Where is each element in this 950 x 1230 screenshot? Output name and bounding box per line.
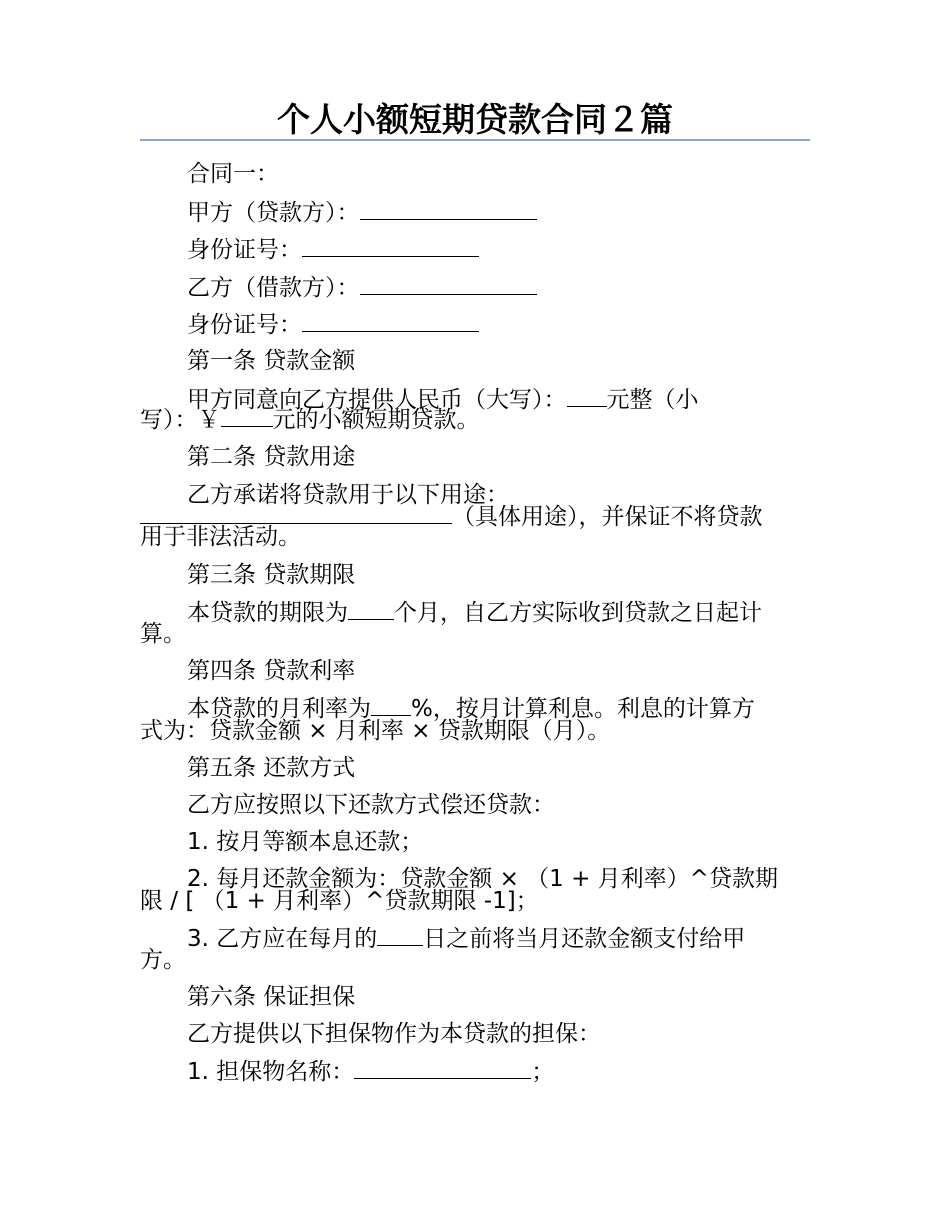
article-3-text-line2: 算。 [140, 621, 186, 647]
interest-rate-blank [371, 693, 411, 716]
article-5-item-3-text-a: 3. 乙方应在每月的 [187, 926, 378, 952]
article-3-text-line1 [187, 597, 762, 628]
article-3-text-b: 个月，自乙方实际收到贷款之日起计 [394, 600, 762, 626]
page-title: 个人小额短期贷款合同２篇 [277, 100, 673, 139]
party-a-id-label: 身份证号： [187, 237, 302, 263]
article-1-text-line2 [140, 404, 480, 435]
article-1-text-d: 元的小额短期贷款。 [272, 407, 480, 433]
article-5-item-2-line2: 限 / [ （1 + 月利率）^贷款期限 -1]； [140, 888, 539, 914]
term-months-blank [348, 597, 394, 620]
article-2-heading: 第二条 贷款用途 [187, 444, 356, 470]
article-5-item-3-line2: 方。 [140, 947, 186, 973]
amount-figure-blank [221, 404, 273, 427]
collateral-name-label: 1. 担保物名称： [187, 1059, 355, 1085]
article-5-item-2-line1: 2. 每月还款金额为：贷款金额 × （1 + 月利率）^贷款期 [187, 866, 778, 892]
article-6-item-1 [187, 1056, 554, 1087]
article-5-item-1: 1. 按月等额本息还款； [187, 829, 424, 855]
article-5-item-3-line1 [187, 923, 745, 954]
party-b-id-blank [302, 309, 479, 332]
article-1-text-c: 写）：￥ [140, 407, 221, 433]
collateral-name-end: ； [531, 1059, 555, 1085]
article-1-heading: 第一条 贷款金额 [187, 348, 356, 374]
article-5-intro: 乙方应按照以下还款方式偿还贷款： [187, 792, 555, 818]
party-a-id-line [187, 234, 479, 265]
article-6-intro: 乙方提供以下担保物作为本贷款的担保： [187, 1021, 601, 1047]
party-a-blank [360, 197, 537, 220]
title-divider [140, 139, 810, 141]
article-3-text-a: 本贷款的期限为 [187, 600, 348, 626]
party-b-line [187, 272, 537, 303]
article-2-text-b: （具体用途），并保证不将贷款 [452, 504, 763, 530]
article-5-heading: 第五条 还款方式 [187, 755, 356, 781]
article-1-text-a: 甲方同意向乙方提供人民币（大写）： [187, 387, 567, 413]
party-a-label: 甲方（贷款方）： [187, 200, 360, 226]
party-a-id-blank [302, 234, 479, 257]
purpose-blank [140, 501, 452, 524]
payment-day-blank [377, 923, 423, 946]
article-2-text-line3: 用于非法活动。 [140, 524, 301, 550]
article-6-heading: 第六条 保证担保 [187, 984, 356, 1010]
article-4-text-b: %，按月计算利息。利息的计算方 [411, 696, 755, 722]
article-4-text-line2: 式为：贷款金额 × 月利率 × 贷款期限（月）。 [140, 718, 611, 744]
party-b-id-label: 身份证号： [187, 312, 302, 338]
party-b-blank [360, 272, 537, 295]
article-3-heading: 第三条 贷款期限 [187, 562, 356, 588]
party-a-line [187, 197, 537, 228]
article-5-item-3-text-b: 日之前将当月还款金额支付给甲 [423, 926, 746, 952]
section-label: 合同一： [187, 161, 279, 187]
article-4-text-a: 本贷款的月利率为 [187, 696, 371, 722]
collateral-name-blank [354, 1056, 531, 1079]
party-b-label: 乙方（借款方）： [187, 275, 360, 301]
party-b-id-line [187, 309, 479, 340]
article-1-text-b: 元整（小 [606, 387, 699, 413]
amount-words-blank [567, 384, 607, 407]
article-4-heading: 第四条 贷款利率 [187, 658, 356, 684]
article-2-text-line1: 乙方承诺将贷款用于以下用途： [187, 482, 509, 508]
